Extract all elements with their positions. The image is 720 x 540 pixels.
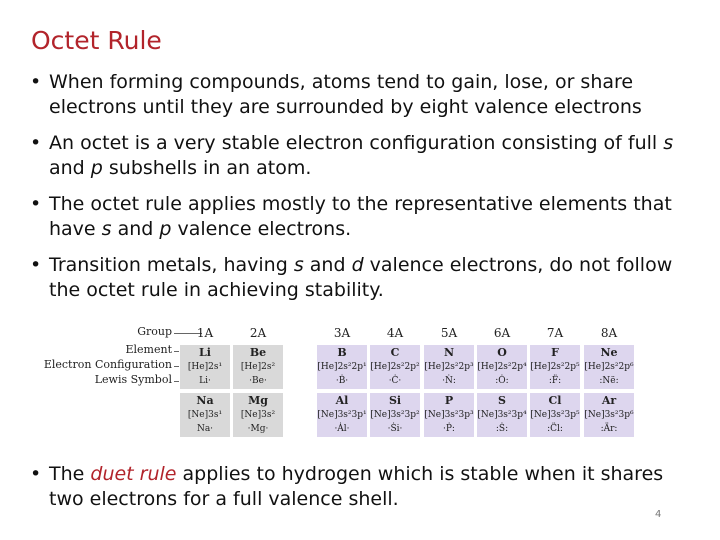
lewis-symbol: ·Ṡi·: [387, 424, 403, 434]
lewis-symbol: ·Mg·: [247, 424, 269, 434]
element-cell: [476, 344, 528, 390]
electron-configuration: [He]2s²2p¹: [317, 362, 367, 372]
lewis-symbol: :C̈l:: [547, 424, 563, 434]
element-symbol: Be: [249, 346, 267, 359]
element-cell: [369, 392, 421, 438]
group-header: 3A: [333, 326, 351, 340]
element-cell: [232, 344, 284, 390]
electron-configuration: [He]2s²2p⁵: [530, 362, 580, 372]
lewis-symbol: ·Ṅ:: [442, 376, 456, 386]
bullet-duet-rule: [30, 462, 690, 523]
group-header: 2A: [249, 326, 267, 340]
electron-configuration: [Ne]3s²3p⁶: [584, 410, 634, 420]
bullet-text: and: [111, 218, 160, 240]
element-cell: [179, 392, 231, 438]
group-header: 7A: [546, 326, 564, 340]
electron-configuration: [Ne]3s²3p²: [370, 410, 420, 420]
group-header: 4A: [386, 326, 404, 340]
element-symbol: Mg: [248, 394, 268, 407]
group-header: 1A: [196, 326, 214, 340]
electron-configuration: [He]2s²2p²: [370, 362, 420, 372]
row-label-electron-configuration: Electron Configuration: [43, 358, 172, 371]
lewis-symbol: :F̈:: [548, 376, 562, 386]
element-cell: [316, 392, 368, 438]
lewis-symbol: Li·: [199, 376, 211, 386]
bullet-text: applies to hydrogen which is stable when it shares two electrons for a full valence shell.: [49, 463, 664, 510]
row-label-lewis-symbol: Lewis Symbol: [94, 373, 172, 386]
row-label-group: Group: [137, 325, 172, 338]
element-symbol: Cl: [548, 394, 562, 407]
electron-configuration: [Ne]3s²3p³: [424, 410, 474, 420]
bullet-text: valence electrons, do not follow the octet rule in achieving stability.: [49, 254, 673, 301]
lewis-symbol: Na·: [196, 424, 214, 434]
bullet-duet: [30, 462, 690, 512]
lewis-symbol: :Ȯ:: [495, 376, 509, 386]
electron-configuration: [He]2s²: [240, 362, 276, 372]
element-symbol: Ar: [601, 394, 617, 407]
element-cell: [232, 392, 284, 438]
lewis-symbol: :Är:: [600, 424, 618, 434]
element-symbol: S: [498, 394, 506, 407]
italic-term: s: [663, 132, 674, 154]
slide-title: Octet Rule: [31, 26, 162, 55]
element-symbol: Si: [388, 394, 402, 407]
element-symbol: B: [337, 346, 347, 359]
italic-term: d: [351, 254, 364, 276]
periodic-table-figure: [22, 322, 652, 444]
electron-configuration: [Ne]3s²: [240, 410, 276, 420]
duet-rule-term: duet rule: [90, 463, 177, 485]
element-cell: [369, 344, 421, 390]
element-cell: [423, 392, 475, 438]
lewis-symbol: :Në:: [599, 376, 619, 386]
electron-configuration: [Ne]3s²3p⁴: [477, 410, 527, 420]
bullet-list: [30, 70, 690, 314]
element-symbol: O: [497, 346, 507, 359]
bullet-representative-elements: [30, 192, 690, 242]
electron-configuration: [He]2s²2p⁴: [477, 362, 527, 372]
group-header: 6A: [493, 326, 511, 340]
electron-configuration: [He]2s²2p³: [424, 362, 474, 372]
bullet-text: and: [49, 157, 91, 179]
element-cell: [476, 392, 528, 438]
italic-term: p: [90, 157, 103, 179]
lewis-symbol: ·Be·: [249, 376, 267, 386]
element-cell: [583, 344, 635, 390]
electron-configuration: [Ne]3s¹: [187, 410, 223, 420]
element-symbol: N: [443, 346, 455, 359]
italic-term: s: [101, 218, 112, 240]
element-cell: [316, 344, 368, 390]
element-cell: [583, 392, 635, 438]
bullet-octet-stable: [30, 131, 690, 181]
element-symbol: C: [390, 346, 400, 359]
element-cell: [179, 344, 231, 390]
electron-configuration: [He]2s²2p⁶: [584, 362, 634, 372]
italic-term: s: [293, 254, 304, 276]
bullet-octet-tendency: [30, 70, 690, 120]
bullet-text: When forming compounds, atoms tend to gain, lose, or share electrons until they are surrounded by eight valence electrons: [49, 71, 642, 118]
page-number: 4: [655, 509, 662, 520]
lewis-symbol: ·Ċ·: [388, 376, 402, 386]
bullet-text: The octet rule applies mostly to the representative elements that have: [49, 193, 672, 240]
electron-configuration: [Ne]3s²3p⁵: [530, 410, 580, 420]
element-cell: [529, 344, 581, 390]
electron-configuration: [He]2s¹: [187, 362, 223, 372]
lewis-symbol: ·Ḃ·: [335, 376, 349, 386]
bullet-text: subshells in an atom.: [102, 157, 312, 179]
bullet-text: valence electrons.: [171, 218, 352, 240]
bullet-text: The: [49, 463, 91, 485]
element-symbol: Al: [335, 394, 349, 407]
element-symbol: Ne: [600, 346, 618, 359]
italic-term: p: [159, 218, 172, 240]
element-cell: [529, 392, 581, 438]
bullet-text: Transition metals, having: [49, 254, 294, 276]
row-label-element: Element: [125, 343, 172, 356]
bullet-text: and: [303, 254, 352, 276]
bullet-text: An octet is a very stable electron configuration consisting of full: [49, 132, 664, 154]
element-symbol: F: [551, 346, 559, 359]
element-symbol: Li: [199, 346, 211, 359]
bullet-transition-metals: [30, 253, 690, 303]
group-header: 5A: [440, 326, 458, 340]
element-symbol: Na: [196, 394, 214, 407]
lewis-symbol: ·Ṗ:: [443, 424, 455, 434]
element-cell: [423, 344, 475, 390]
lewis-symbol: :Ṡ:: [495, 424, 509, 434]
electron-configuration: [Ne]3s²3p¹: [317, 410, 367, 420]
element-symbol: P: [444, 394, 454, 407]
group-header: 8A: [600, 326, 618, 340]
lewis-symbol: ·Ȧl·: [334, 424, 350, 434]
